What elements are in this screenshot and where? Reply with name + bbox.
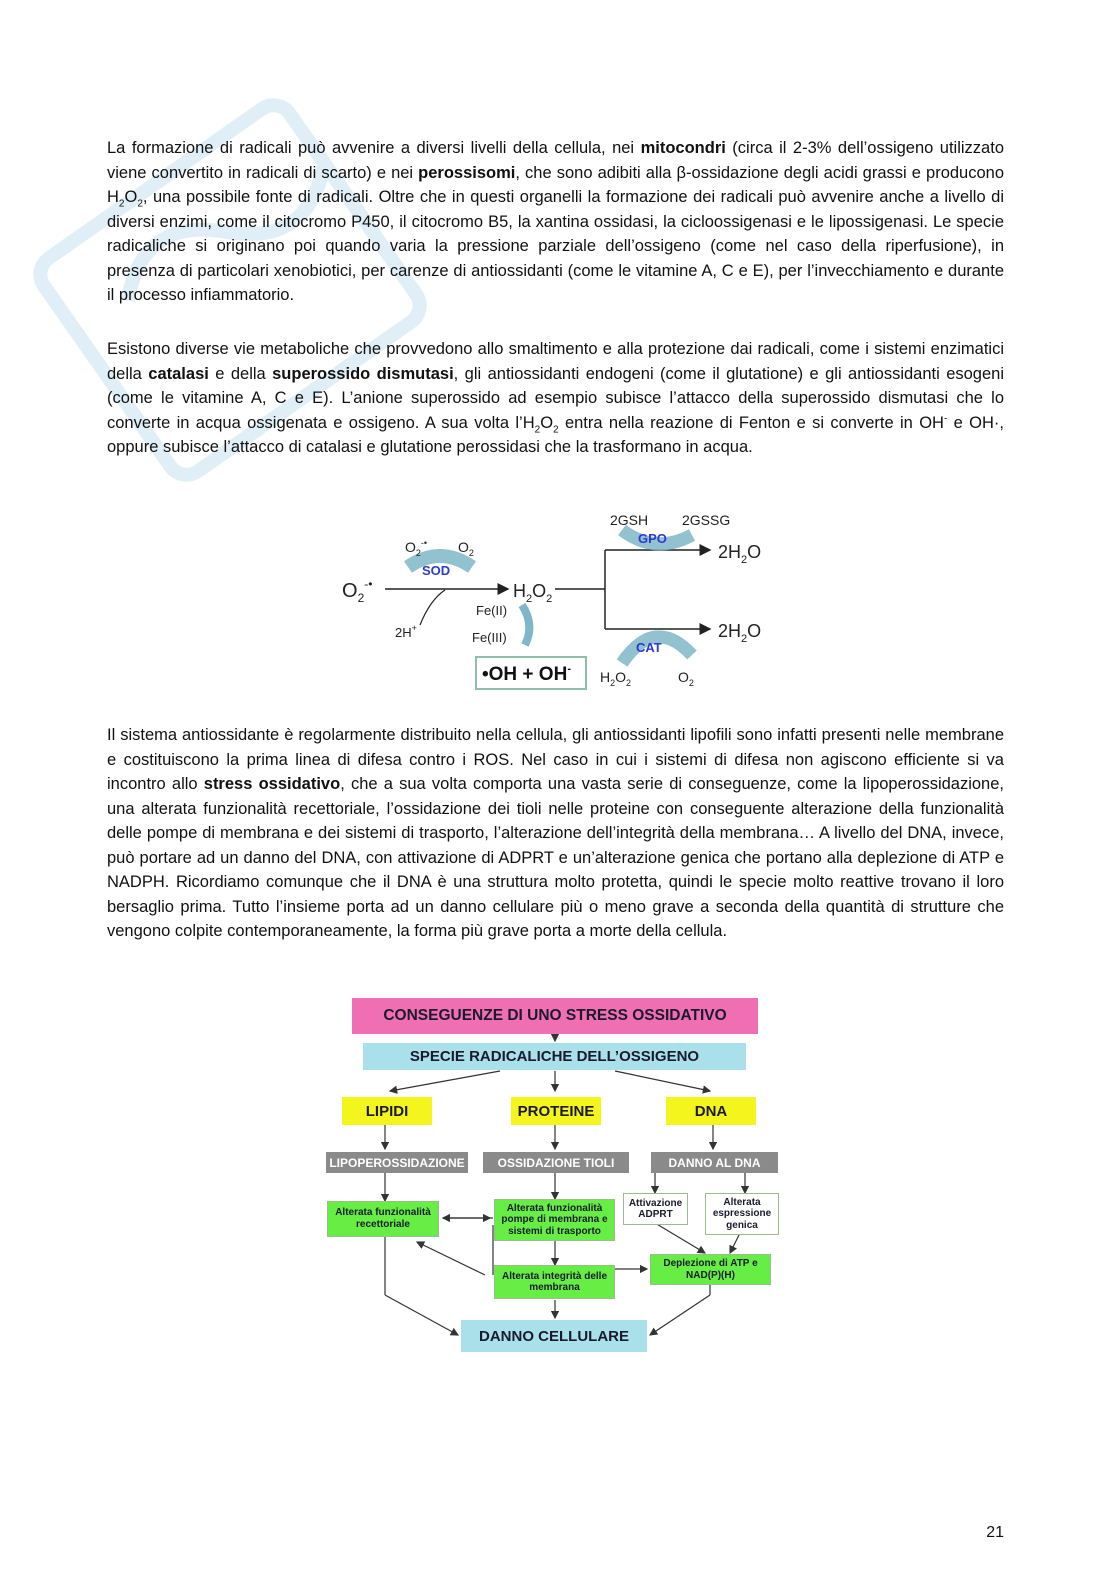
h2o2-label: $H_2O_2$ bbox=[513, 581, 553, 605]
tioli-box: OSSIDAZIONE TIOLI bbox=[483, 1152, 629, 1173]
alt-recett-box: Alterata funzionalità recettoriale bbox=[327, 1201, 439, 1237]
two-h-arrow bbox=[420, 590, 445, 625]
o2-radical-top: $O_2^{-•}$ bbox=[405, 538, 428, 558]
page-number: 21 bbox=[986, 1524, 1004, 1541]
o2-radical-label: $O_2^{-•}$ bbox=[342, 577, 373, 605]
attiv-adprt-box: Attivazione ADPRT bbox=[623, 1193, 688, 1225]
deplezione-box: Deplezione di ATP e NAD(P)(H) bbox=[650, 1254, 771, 1285]
proteine-box: PROTEINE bbox=[511, 1097, 601, 1125]
title-box: CONSEGUENZE DI UNO STRESS OSSIDATIVO bbox=[352, 998, 758, 1034]
danno-dna-box: DANNO AL DNA bbox=[651, 1152, 778, 1173]
gssg-label: 2GSSG bbox=[682, 512, 731, 528]
h2o2-bottom-label: $H_2O_2$ bbox=[600, 669, 632, 688]
fe2-label: Fe(II) bbox=[476, 603, 508, 618]
h2o-top-label: $2H_2O$ bbox=[718, 542, 762, 566]
fenton-arrow bbox=[522, 605, 529, 645]
alt-integr-box: Alterata integrità delle membrana bbox=[494, 1265, 615, 1299]
paragraph-1: La formazione di radicali può avvenire a diversi livelli della cellula, nei mitocondri (circa il 2-3% dell’ossigeno utilizzato viene convertito in radicali di scarto) e nei perossisomi, che sono adibiti alla β-ossidazione degli acidi grassi e producono $H_2O_2$, una possibile fonte di radicali. Oltre che in questi organelli la formazione dei radicali può avvenire anche a livello di diversi enzimi, come il citocromo P450, il citocromo B5, la xantina ossidasi, la cicloossigenasi e le lipossigenasi. Le specie radicaliche si originano poi quando varia la pressione parziale dell’ossigeno (come nel caso della riperfusione), in presenza di particolari xenobiotici, per carenze di antiossidanti (come le vitamine A, C e E), per l’invecchiamento e durante il processo infiammatorio. bbox=[107, 139, 1005, 304]
o2-top: $O_2$ bbox=[458, 539, 474, 558]
alt-pompe-box: Alterata funzionalità pompe di membrana e sistemi di trasporto bbox=[494, 1199, 615, 1241]
gpo-label: GPO bbox=[638, 531, 667, 546]
alt-espr-box: Alterata espressione genica bbox=[705, 1193, 779, 1235]
stress-flowchart bbox=[325, 995, 785, 1357]
o2-bottom-label: $O_2$ bbox=[678, 669, 694, 688]
fe3-label: Fe(III) bbox=[472, 630, 507, 645]
lipidi-box: LIPIDI bbox=[342, 1097, 432, 1125]
h2o-bottom-label: $2H_2O$ bbox=[718, 621, 762, 645]
product-label: •OH + OH- bbox=[482, 663, 571, 685]
sod-label: SOD bbox=[422, 563, 451, 578]
cat-label: CAT bbox=[636, 640, 662, 655]
reaction-scheme-figure bbox=[330, 505, 780, 695]
danno-cellulare-box: DANNO CELLULARE bbox=[461, 1320, 647, 1352]
two-h-label: 2H+ bbox=[395, 623, 417, 640]
species-box: SPECIE RADICALICHE DELL’OSSIGENO bbox=[363, 1043, 746, 1070]
lipoperox-box: LIPOPEROSSIDAZIONE bbox=[326, 1152, 468, 1173]
gsh-label: 2GSH bbox=[610, 512, 649, 528]
dna-box: DNA bbox=[666, 1097, 756, 1125]
paragraph-2: Esistono diverse vie metaboliche che provvedono allo smaltimento e alla protezione dai radicali, come i sistemi enzimatici della catalasi e della superossido dismutasi, gli antiossidanti endogeni (come il glutatione) e gli antiossidanti esogeni (come le vitamine A, C e E). L’anione superossido ad esempio subisce l’attacco della superossido dismutasi che lo converte in acqua ossigenata e ossigeno. A sua volta $l’H_2O_2$ entra nella reazione di Fenton e si converte in OH- e OH·, oppure subisce l’attacco di catalasi e glutatione perossidasi che la trasformano in acqua. bbox=[107, 340, 1004, 456]
paragraph-3: Il sistema antiossidante è regolarmente distribuito nella cellula, gli antiossidanti lipofili sono infatti presenti nelle membrane e costituiscono la prima linea di difesa contro i ROS. Nel caso in cui i sistemi di difesa non agiscono efficiente si va incontro allo stress ossidativo, che a sua volta comporta una vasta serie di conseguenze, come la lipoperossidazione, una alterata funzionalità recettoriale, l’ossidazione dei tioli nelle proteine con conseguente alterazione della funzionalità delle pompe di membrana e dei sistemi di trasporto, l’alterazione dell’integrità della membrana… A livello del DNA, invece, può portare ad un danno del DNA, con attivazione di ADPRT e un’alterazione genica che portano alla deplezione di ATP e NADPH. Ricordiamo comunque che il DNA è una struttura molto protetta, quindi le specie molto reattive trovano il loro bersaglio prima. Tutto l’insieme porta ad un danno cellulare più o meno grave a seconda della quantità di strutture che vengono colpite contemporaneamente, la forma più grave porta a morte della cellula. bbox=[107, 726, 1004, 940]
